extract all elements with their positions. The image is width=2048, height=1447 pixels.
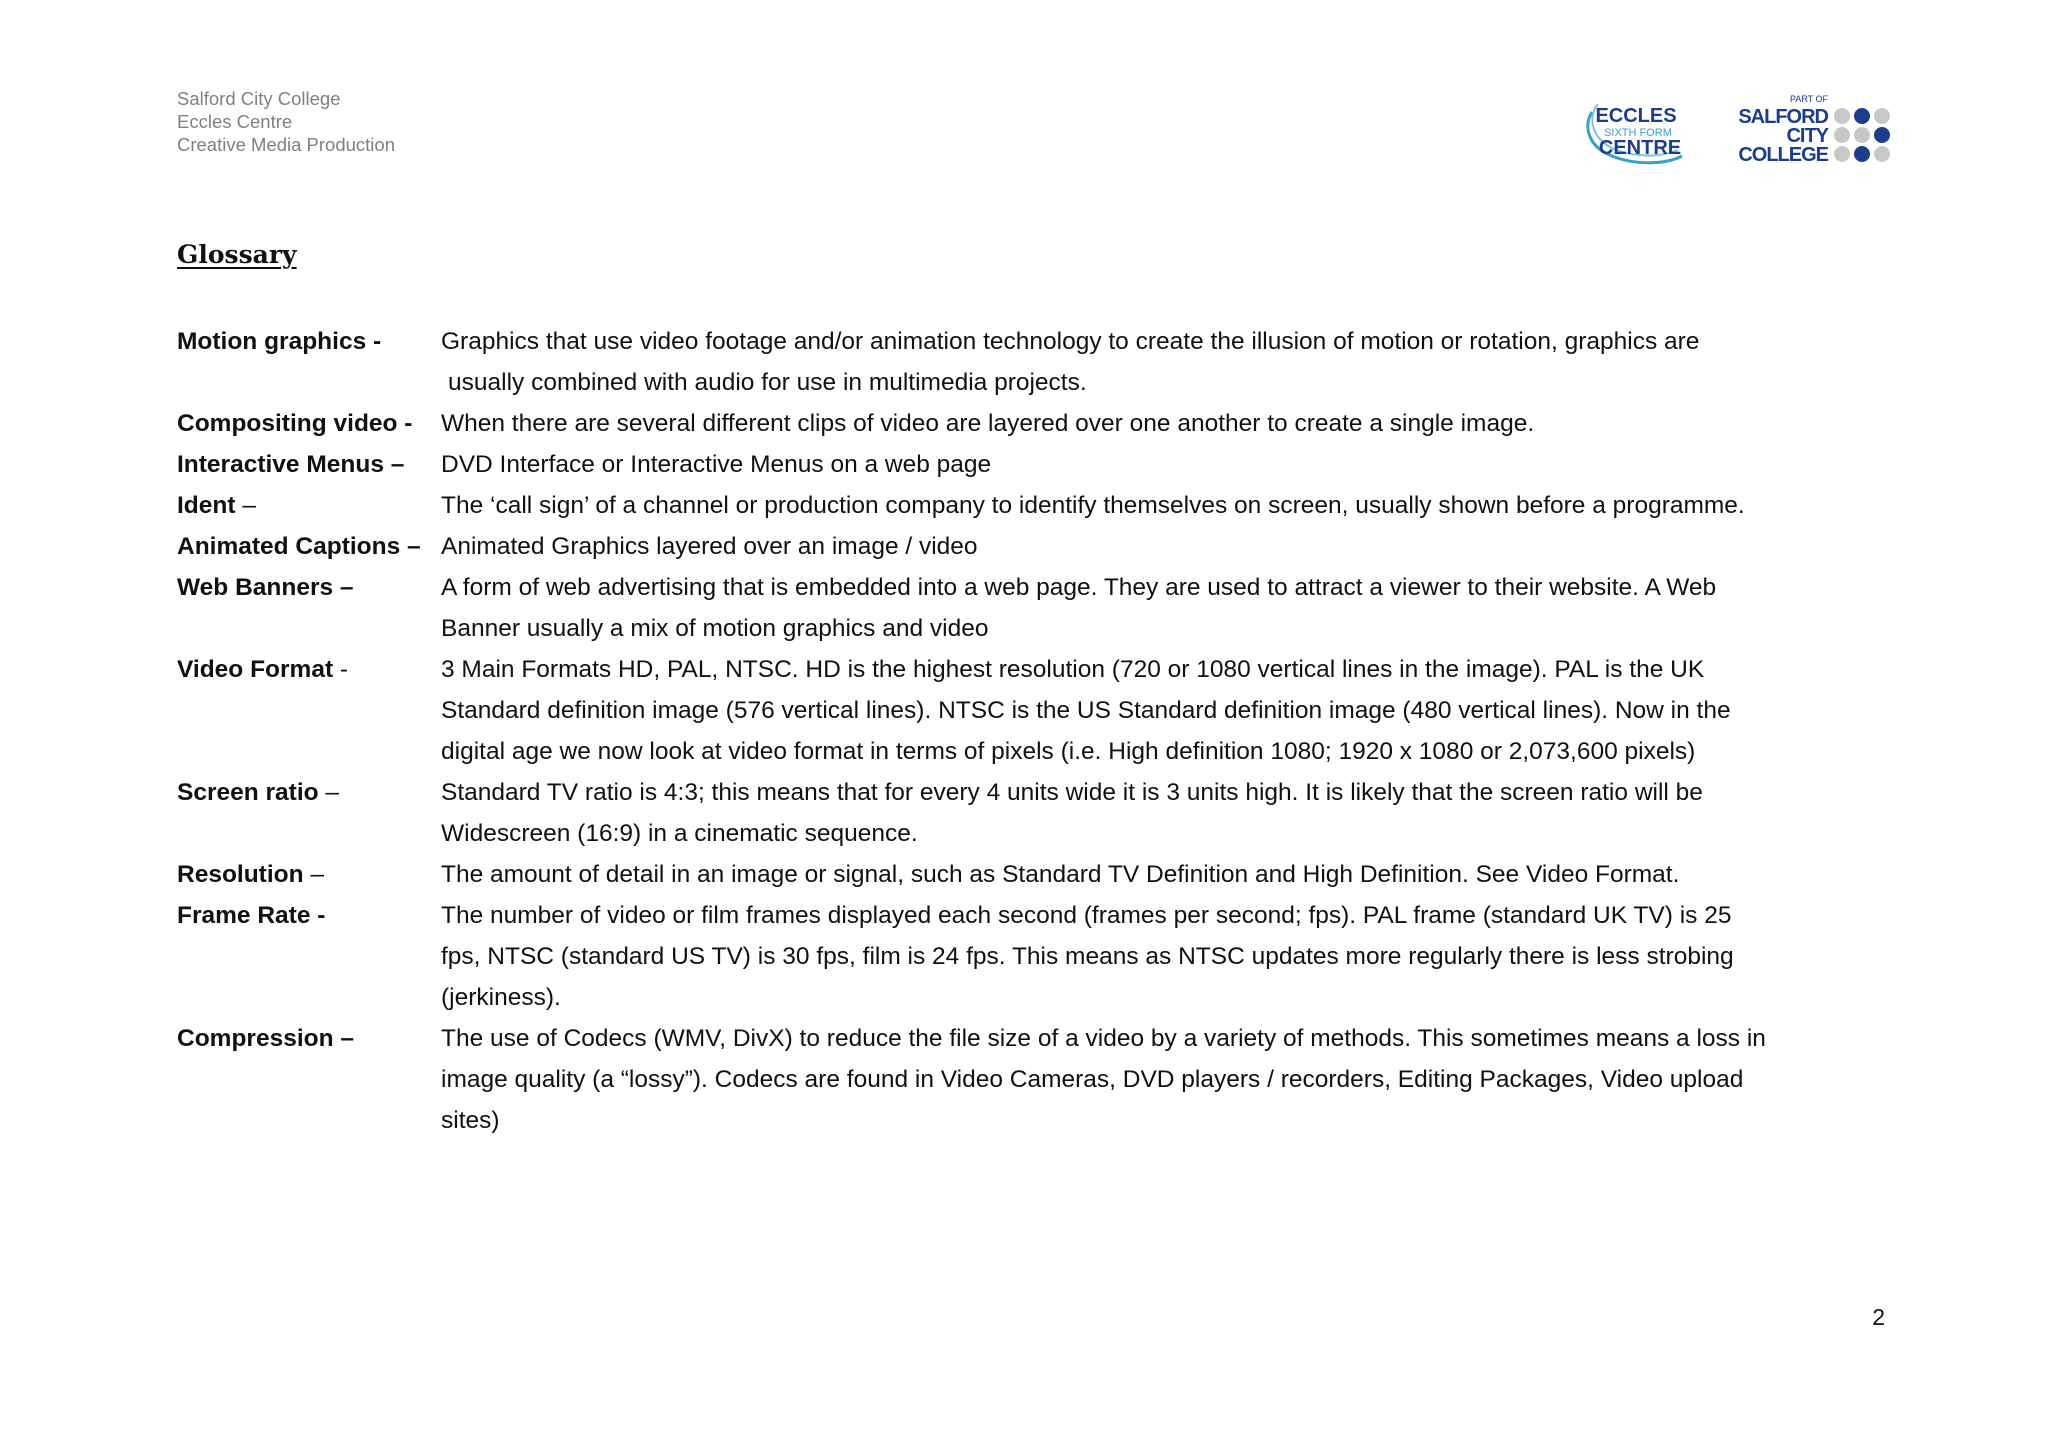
glossary-entry-interactive-menus [177, 444, 1897, 485]
definition-line: DVD Interface or Interactive Menus on a web page [441, 451, 992, 478]
glossary-term: Screen ratio – [177, 779, 340, 806]
salford-logo-word-3: COLLEGE [1738, 144, 1828, 166]
glossary-term: Frame Rate - [177, 902, 326, 929]
eccles-logo-word-1: ECCLES [1595, 105, 1677, 127]
glossary-definition [441, 649, 1897, 772]
salford-logo-word-1: SALFORD [1738, 106, 1828, 128]
header-line-college: Salford City College [177, 88, 341, 109]
definition-line: image quality (a “lossy”). Codecs are found in Video Cameras, DVD players / recorders, Editing Packages, Video upload [441, 1066, 1744, 1093]
glossary-definition [441, 854, 1897, 895]
definition-line: fps, NTSC (standard US TV) is 30 fps, film is 24 fps. This means as NTSC updates more regularly there is less strobing [441, 943, 1734, 970]
definition-line: digital age we now look at video format in terms of pixels (i.e. High definition 1080; 1920 x 1080 or 2,073,600 pixels) [441, 738, 1696, 765]
definition-line: The ‘call sign’ of a channel or production company to identify themselves on screen, usually shown before a programme. [441, 492, 1745, 519]
definition-line: The amount of detail in an image or signal, such as Standard TV Definition and High Definition. See Video Format. [441, 861, 1680, 888]
definition-line: Widescreen (16:9) in a cinematic sequence. [441, 820, 918, 847]
salford-logo-word-2: CITY [1786, 125, 1828, 147]
definition-line: Graphics that use video footage and/or animation technology to create the illusion of motion or rotation, graphics are [441, 328, 1700, 355]
glossary-entry-frame-rate [177, 895, 1897, 1018]
definition-line: The number of video or film frames displayed each second (frames per second; fps). PAL frame (standard UK TV) is 25 [441, 902, 1732, 929]
glossary-term: Compression – [177, 1025, 354, 1052]
glossary-definition [441, 567, 1897, 649]
glossary-entry-web-banners [177, 567, 1897, 649]
definition-line: Banner usually a mix of motion graphics and video [441, 615, 989, 642]
definition-line: usually combined with audio for use in multimedia projects. [448, 369, 1087, 396]
glossary-term: Motion graphics - [177, 328, 382, 355]
glossary-definition [441, 444, 1897, 485]
glossary-title: Glossary [177, 240, 297, 269]
glossary-entry-animated-captions [177, 526, 1897, 567]
definition-line: Standard TV ratio is 4:3; this means that for every 4 units wide it is 3 units high. It is likely that the screen ratio will be [441, 779, 1703, 806]
salford-logo-part-of: PART OF [1789, 94, 1828, 104]
glossary-term: Video Format - [177, 656, 349, 683]
eccles-logo-word-2: SIXTH FORM [1604, 127, 1672, 139]
eccles-centre-logo [1582, 94, 1686, 170]
definition-line: 3 Main Formats HD, PAL, NTSC. HD is the highest resolution (720 or 1080 vertical lines in the image). PAL is the UK [441, 656, 1705, 683]
salford-city-college-logo [1738, 92, 1898, 168]
glossary-entry-video-format [177, 649, 1897, 772]
glossary-entry-compression [177, 1018, 1897, 1141]
definition-line: sites) [441, 1107, 500, 1134]
glossary-entry-compositing-video [177, 403, 1897, 444]
glossary-definition [441, 1018, 1897, 1141]
glossary-term: Compositing video - [177, 410, 413, 437]
page-number: 2 [1872, 1304, 1885, 1330]
glossary-entry-screen-ratio [177, 772, 1897, 854]
definition-line: Standard definition image (576 vertical lines). NTSC is the US Standard definition image (480 vertical lines). Now in the [441, 697, 1731, 724]
glossary-definition [441, 772, 1897, 854]
glossary-definition [441, 526, 1897, 567]
salford-logo-dot-grid [1834, 108, 1890, 162]
glossary-definition [441, 485, 1897, 526]
glossary-definition [441, 321, 1897, 403]
definition-line: The use of Codecs (WMV, DivX) to reduce the file size of a video by a variety of methods. This sometimes means a loss in [441, 1025, 1766, 1052]
glossary-term: Interactive Menus – [177, 451, 405, 478]
definition-line: A form of web advertising that is embedded into a web page. They are used to attract a viewer to their website. A Web [441, 574, 1717, 601]
definition-line: When there are several different clips of video are layered over one another to create a single image. [441, 410, 1535, 437]
glossary-term: Resolution – [177, 861, 325, 888]
header-line-course: Creative Media Production [177, 134, 395, 155]
glossary-entry-motion-graphics [177, 321, 1897, 403]
header-line-centre: Eccles Centre [177, 111, 293, 132]
glossary-definition [441, 895, 1897, 1018]
glossary-list [177, 321, 1897, 1141]
glossary-term: Web Banners – [177, 574, 354, 601]
glossary-definition [441, 403, 1897, 444]
header-institution [177, 87, 395, 156]
glossary-term: Ident – [177, 492, 256, 519]
definition-line: (jerkiness). [441, 984, 561, 1011]
glossary-entry-ident [177, 485, 1897, 526]
glossary-entry-resolution [177, 854, 1897, 895]
definition-line: Animated Graphics layered over an image / video [441, 533, 978, 560]
glossary-term: Animated Captions – [177, 533, 421, 560]
eccles-logo-word-3: CENTRE [1598, 137, 1682, 159]
